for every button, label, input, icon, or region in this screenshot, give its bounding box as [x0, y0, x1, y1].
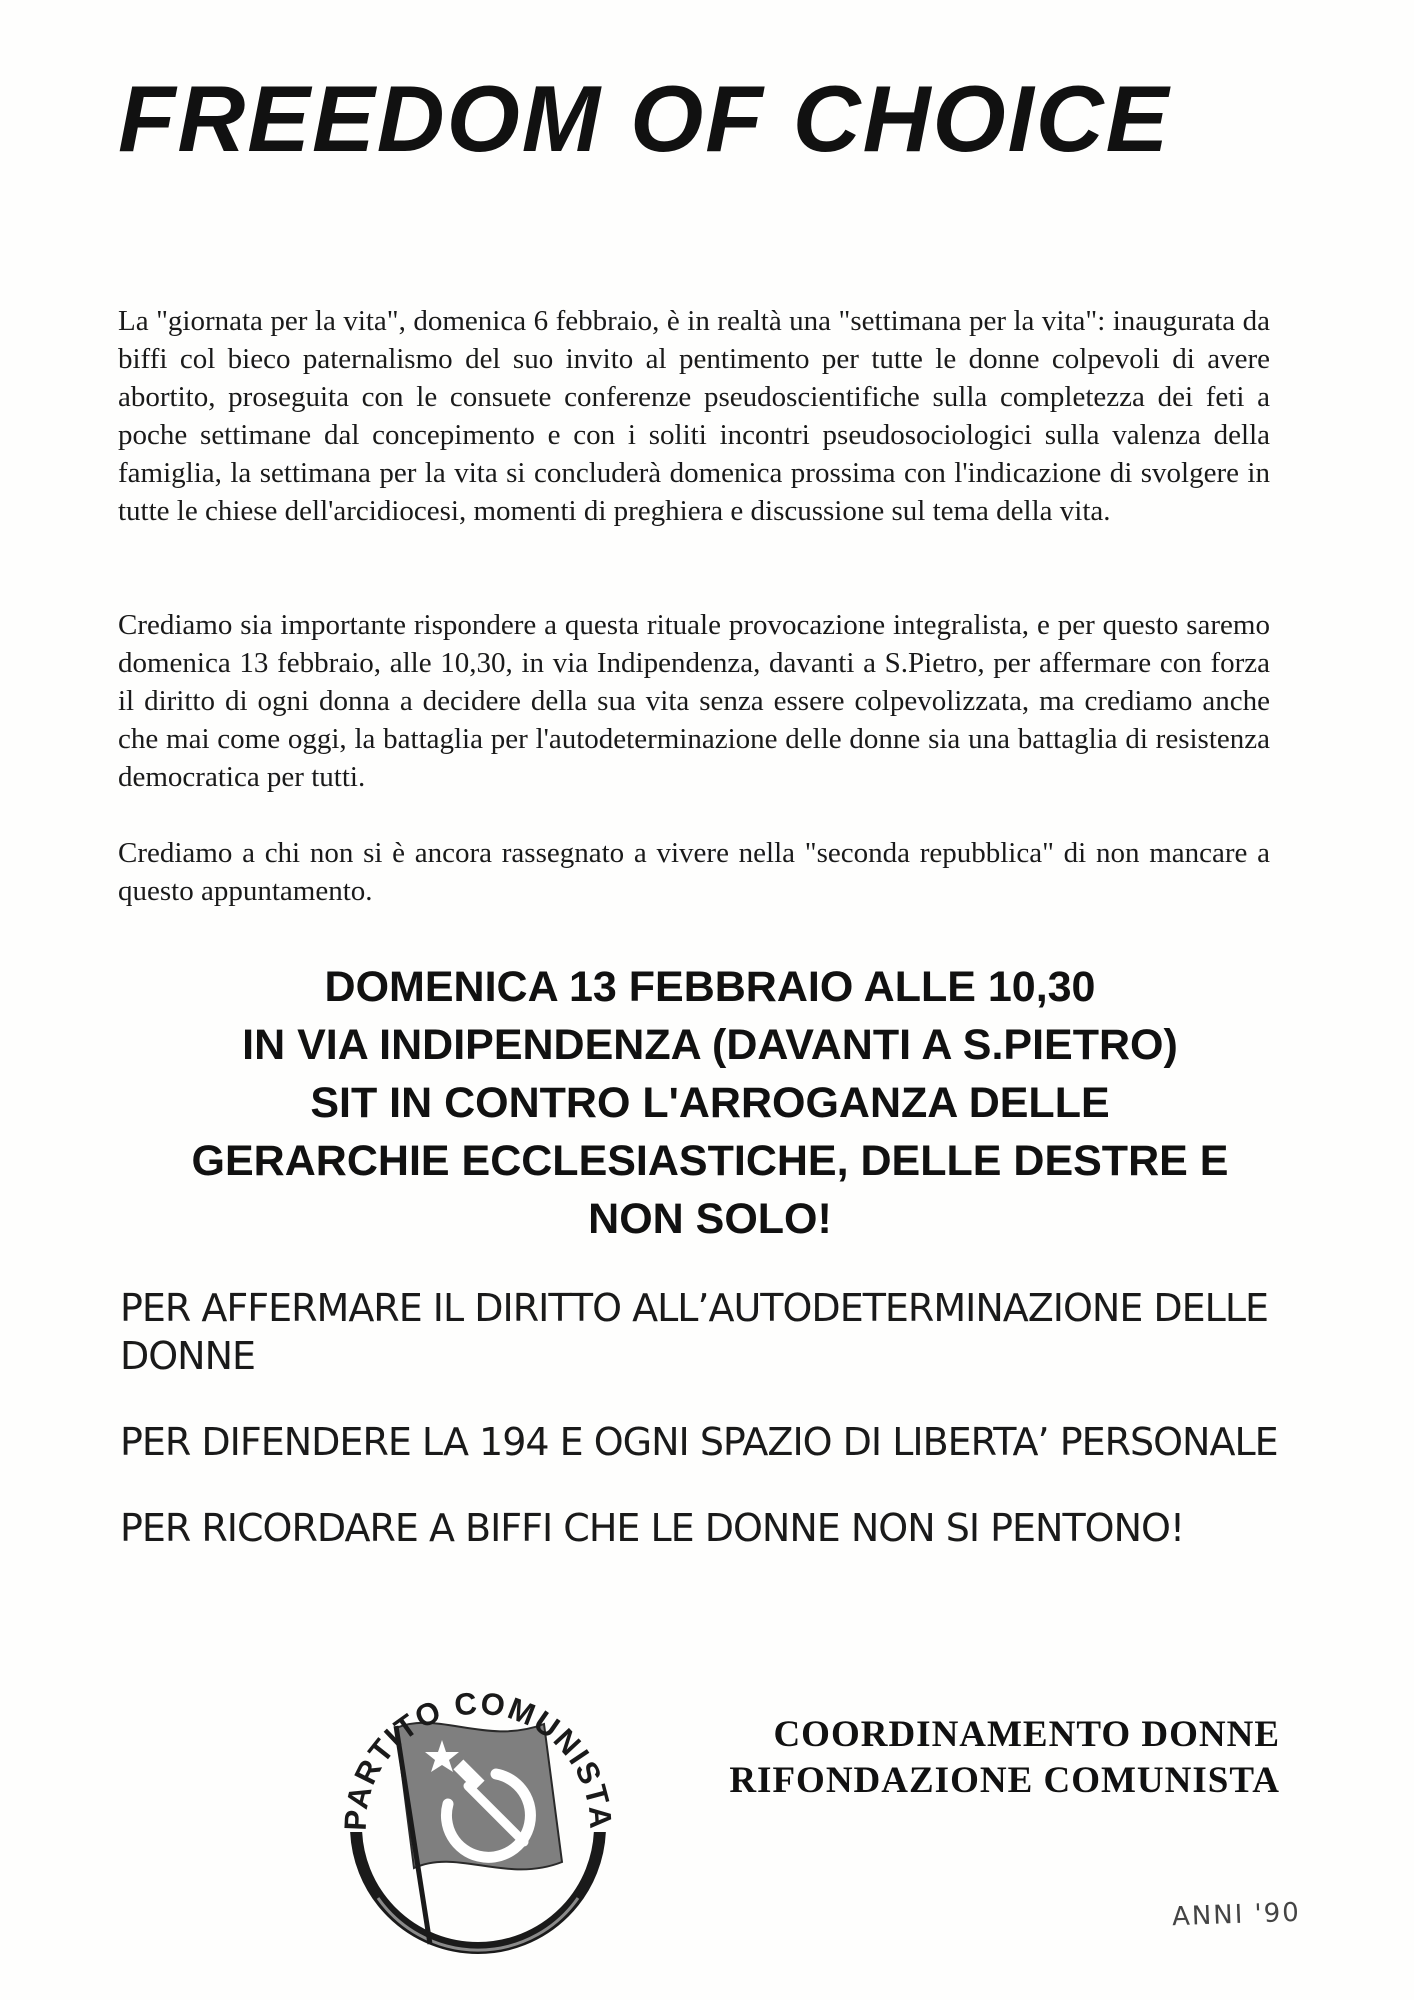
signature-line: COORDINAMENTO DONNE [773, 1714, 1280, 1755]
partito-comunista-logo-icon [318, 1636, 638, 1958]
headline-line: IN VIA INDIPENDENZA (DAVANTI A S.PIETRO) [242, 1021, 1178, 1069]
demand-item: PER AFFERMARE IL DIRITTO ALL’AUTODETERMINAZIONE DELLE DONNE [120, 1286, 1269, 1378]
handwritten-note: ANNI '90 [1171, 1897, 1302, 1933]
demand-item: PER DIFENDERE LA 194 E OGNI SPAZIO DI LIBERTA’ PERSONALE [120, 1420, 1278, 1464]
headline-line: NON SOLO! [588, 1195, 832, 1243]
flyer-title: FREEDOM OF CHOICE [118, 66, 1171, 171]
appeal-paragraph: Crediamo a chi non si è ancora rassegnato a vivere nella "seconda repubblica" di non mancare a questo appuntamento. [118, 837, 1270, 907]
signature-line: RIFONDAZIONE COMUNISTA [729, 1760, 1280, 1801]
demands-list [120, 1284, 1300, 1590]
demand-item: PER RICORDARE A BIFFI CHE LE DONNE NON SI PENTONO! [120, 1506, 1185, 1550]
intro-paragraph: La "giornata per la vita", domenica 6 febbraio, è in realtà una "settimana per la vita": inaugurata da biffi col bieco paternalismo del suo invito al pentimento per tutte le donne colpevoli di avere abortito, proseguita con le consuete conferenze pseudoscientifiche sulla completezza dei feti a poche settimane dal concepimento e con i soliti incontri pseudosociologici sulla valenza della famiglia, la settimana per la vita si concluderà domenica prossima con l'indicazione di svolgere in tutte le chiese dell'arcidiocesi, momenti di preghiera e discussione sul tema della vita. [118, 305, 1270, 527]
call-paragraph: Crediamo sia importante rispondere a questa rituale provocazione integralista, e per questo saremo domenica 13 febbraio, alle 10,30, in via Indipendenza, davanti a S.Pietro, per affermare con forza il diritto di ogni donna a decidere della sua vita senza essere colpevolizzata, ma crediamo anche che mai come oggi, la battaglia per l'autodeterminazione delle donne sia una battaglia di resistenza democratica per tutti. [118, 609, 1270, 793]
headline-line: DOMENICA 13 FEBBRAIO ALLE 10,30 [324, 963, 1096, 1011]
headline-line: SIT IN CONTRO L'ARROGANZA DELLE [310, 1079, 1110, 1127]
event-headline [100, 958, 1320, 1248]
logo-text: PARTITO COMUNISTA [337, 1685, 619, 1832]
signature-block [650, 1712, 1280, 1804]
headline-line: GERARCHIE ECCLESIASTICHE, DELLE DESTRE E [191, 1137, 1229, 1185]
